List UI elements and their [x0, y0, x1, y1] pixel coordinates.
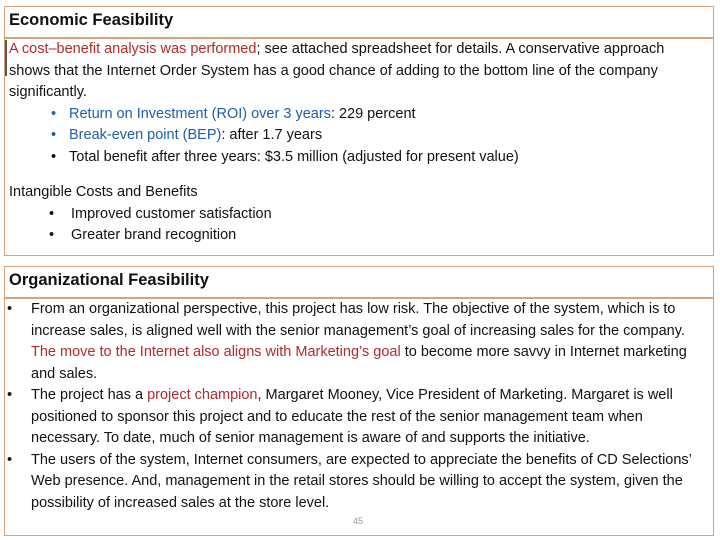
- economic-feasibility-title: Economic Feasibility: [9, 11, 174, 29]
- project-champion-link: project champion: [147, 387, 258, 403]
- intangible-item: • Greater brand recognition: [49, 227, 237, 243]
- org-bullet-1: • From an organizational perspective, this project has low risk. The objective of the system, which is to increase sales, is aligned well with the senior management’s goal of increasing sales for the company. The move to the Internet also aligns with Marketing’s goal to become more savvy in Internet marketing and sales.: [7, 301, 687, 382]
- cost-benefit-link: A cost–benefit analysis was performed: [9, 41, 257, 57]
- roi-bullet: • Return on Investment (ROI) over 3 years: 229 percent: [51, 105, 416, 122]
- economic-feasibility-body: [4, 38, 714, 256]
- organizational-feasibility-header: [4, 266, 714, 298]
- total-benefit-bullet: • Total benefit after three years: $3.5 million (adjusted for present value): [51, 148, 519, 165]
- intangible-item: • Improved customer satisfaction: [49, 205, 272, 222]
- economic-intro: A cost–benefit analysis was performed; see attached spreadsheet for details. A conservative approach shows that the Internet Order System has a good chance of adding to the bottom line of the company significantly.: [9, 41, 665, 100]
- economic-feasibility-header: [4, 6, 714, 38]
- org-bullet-2: • The project has a project champion, Margaret Mooney, Vice President of Marketing. Margaret is well positioned to sponsor this project and to educate the rest of the senior management team when necessary. To date, much of senior management is aware of and supports the initiative.: [7, 387, 673, 446]
- bep-bullet: • Break-even point (BEP): after 1.7 years: [51, 127, 323, 143]
- organizational-feasibility-title: Organizational Feasibility: [9, 271, 209, 289]
- marketing-goal-link: The move to the Internet also aligns with Marketing’s goal: [31, 344, 401, 360]
- organizational-feasibility-body: [4, 298, 714, 536]
- page-number: 45: [353, 516, 364, 526]
- intangible-heading: Intangible Costs and Benefits: [9, 184, 198, 200]
- org-bullet-3: • The users of the system, Internet consumers, are expected to appreciate the benefits of CD Selections’ Web presence. And, management in the retail stores should be willing to accept the system, given the possibility of increased sales at the store level.: [7, 451, 692, 511]
